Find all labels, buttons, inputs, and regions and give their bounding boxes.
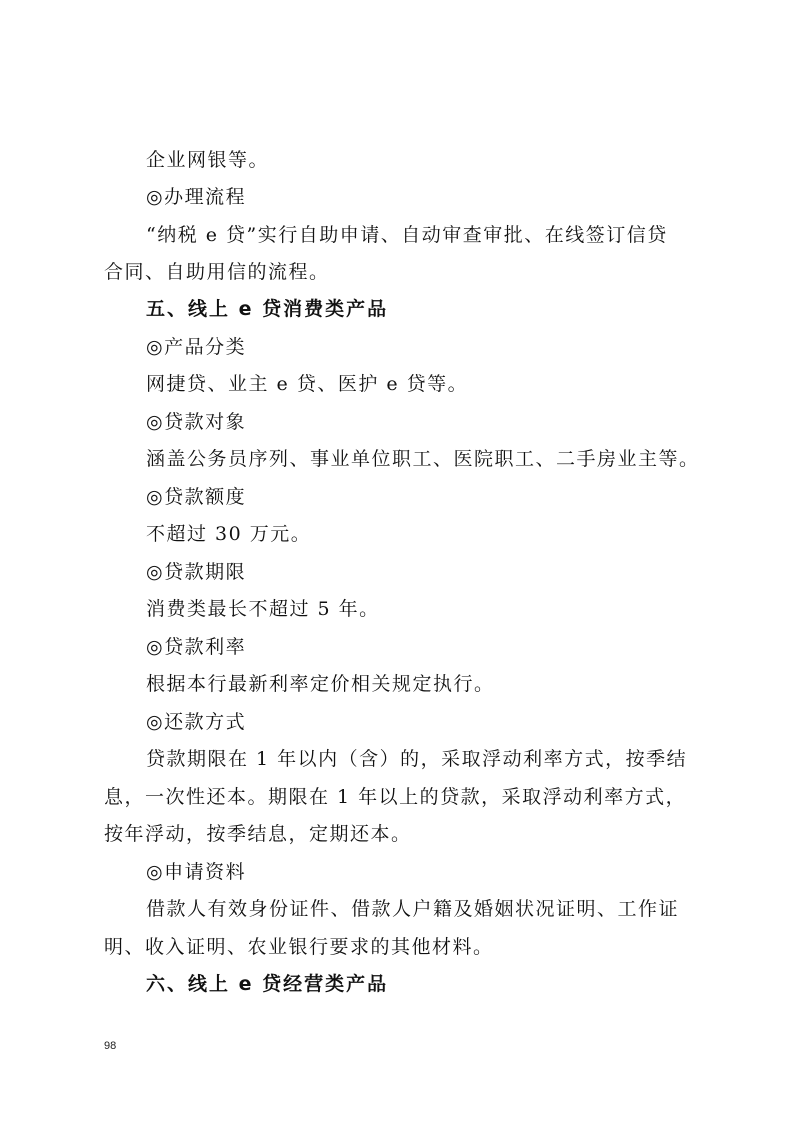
paragraph-materials-2: 明、收入证明、农业银行要求的其他材料。 [104,936,494,958]
subheading-target: ◎贷款对象 [146,411,247,433]
section-heading-5: 五、线上 e 贷消费类产品 [146,298,389,320]
page-number: 98 [104,1040,117,1052]
subheading-category: ◎产品分类 [146,336,247,358]
paragraph-materials-1: 借款人有效身份证件、借款人户籍及婚姻状况证明、工作证 [146,898,680,920]
paragraph-repayment-3: 按年浮动，按季结息，定期还本。 [104,823,412,845]
subheading-rate: ◎贷款利率 [146,636,247,658]
paragraph-process-cont: 合同、自助用信的流程。 [104,261,330,283]
paragraph-target: 涵盖公务员序列、事业单位职工、医院职工、二手房业主等。 [146,448,700,470]
subheading-materials: ◎申请资料 [146,861,247,883]
paragraph-category: 网捷贷、业主 e 贷、医护 e 贷等。 [146,373,469,395]
paragraph-repayment-2: 息，一次性还本。期限在 1 年以上的贷款，采取浮动利率方式， [104,786,687,808]
paragraph-rate: 根据本行最新利率定价相关规定执行。 [146,673,495,695]
paragraph-continuation: 企业网银等。 [146,149,270,171]
paragraph-process: “纳税 e 贷”实行自助申请、自动审查审批、在线签订信贷 [146,224,668,246]
subheading-term: ◎贷款期限 [146,561,247,583]
paragraph-term: 消费类最长不超过 5 年。 [146,598,380,620]
paragraph-amount: 不超过 30 万元。 [146,523,312,545]
subheading-process: ◎办理流程 [146,186,247,208]
paragraph-repayment-1: 贷款期限在 1 年以内（含）的，采取浮动利率方式，按季结 [146,748,688,770]
subheading-repayment: ◎还款方式 [146,711,247,733]
section-heading-6: 六、线上 e 贷经营类产品 [146,973,389,995]
subheading-amount: ◎贷款额度 [146,486,247,508]
